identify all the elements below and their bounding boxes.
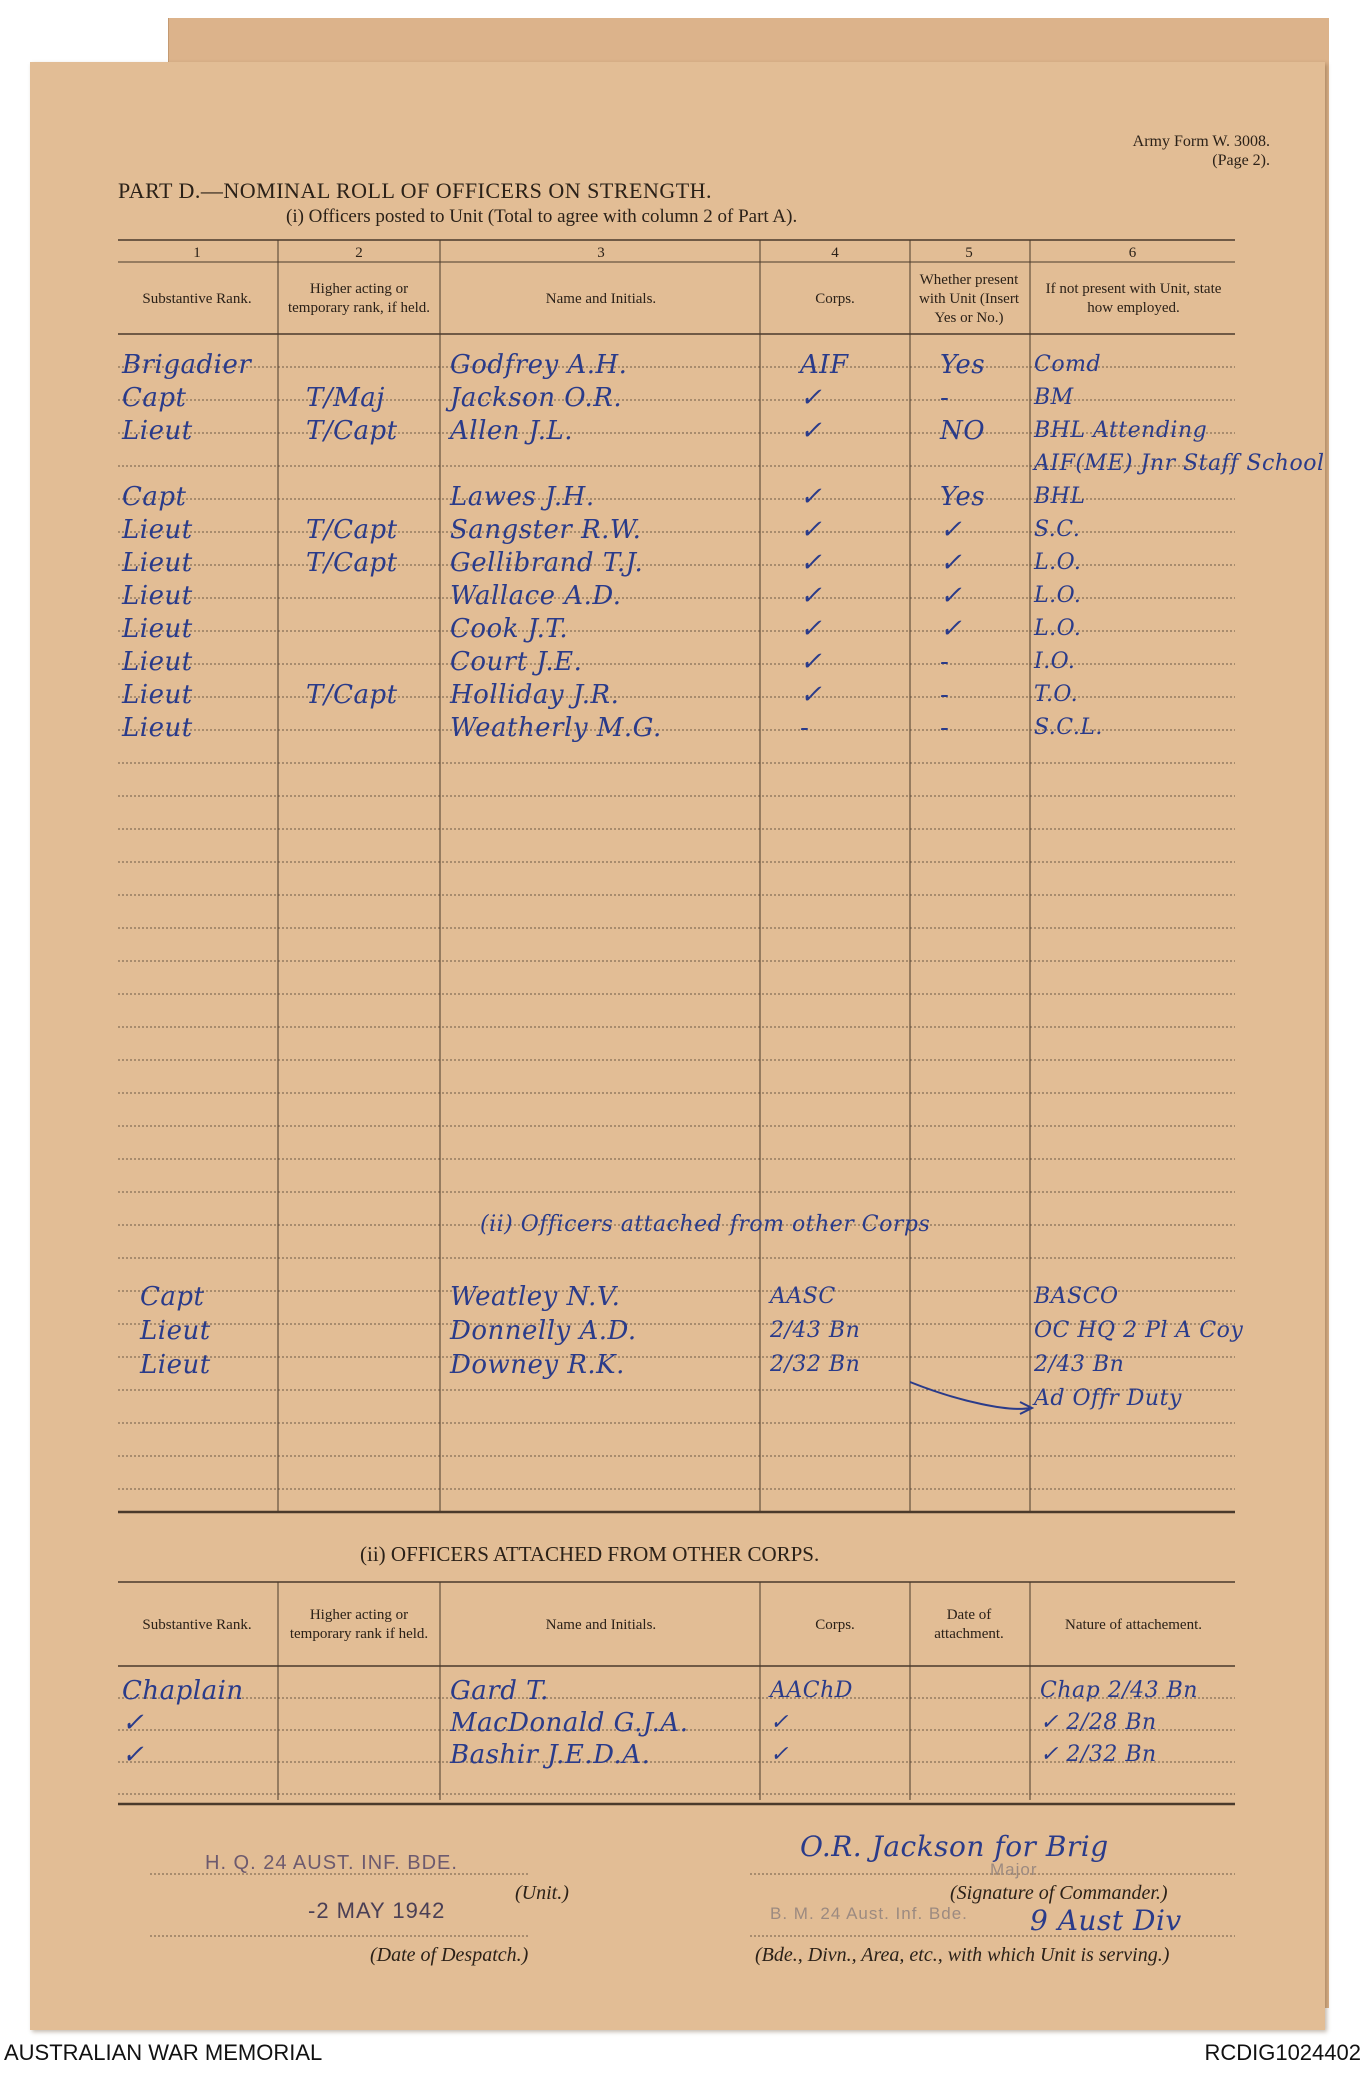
cell-name: Gard T. bbox=[450, 1676, 549, 1706]
cell-rank: Capt bbox=[122, 482, 187, 512]
formation-label: (Bde., Divn., Area, etc., with which Unit is serving.) bbox=[755, 1944, 1170, 1966]
cell-corps: ✓ bbox=[800, 680, 823, 710]
cell-name: Cook J.T. bbox=[450, 614, 569, 644]
bm-stamp: B. M. 24 Aust. Inf. Bde. bbox=[770, 1904, 968, 1923]
cell-corps: ✓ bbox=[800, 614, 823, 644]
cell-corps: 2/32 Bn bbox=[770, 1352, 861, 1377]
part-subtitle: (i) Officers posted to Unit (Total to agree with column 2 of Part A). bbox=[286, 206, 798, 227]
cell-corps: ✓ bbox=[800, 647, 823, 677]
cell-rank: ✓ bbox=[122, 1740, 145, 1770]
header-employment: If not present with Unit, state how employed. bbox=[1045, 281, 1222, 316]
cell-name: Holliday J.R. bbox=[450, 680, 620, 710]
part-title: PART D.—NOMINAL ROLL OF OFFICERS ON STRENGTH. bbox=[118, 178, 713, 203]
handwritten-section-heading: (ii) Officers attached from other Corps bbox=[480, 1212, 931, 1237]
cell-rank: Lieut bbox=[122, 515, 193, 545]
cell-employment: L.O. bbox=[1034, 583, 1082, 608]
cell-nature: ✓ 2/28 Bn bbox=[1040, 1710, 1157, 1735]
cell-rank: Brigadier bbox=[122, 350, 252, 380]
cell-corps: ✓ bbox=[800, 515, 823, 545]
cell-rank: Lieut bbox=[122, 416, 193, 446]
cell-present: - bbox=[940, 383, 950, 413]
cell-present: - bbox=[940, 680, 950, 710]
footer-reference-id: RCDIG1024402 bbox=[1204, 2040, 1361, 2065]
cell-rank: Lieut bbox=[122, 713, 193, 743]
cell-name: Bashir J.E.D.A. bbox=[450, 1740, 651, 1770]
cell-higher-rank: T/Capt bbox=[306, 548, 398, 578]
cell-corps: ✓ bbox=[800, 581, 823, 611]
cell-corps: ✓ bbox=[800, 383, 823, 413]
t2-header-rank: Substantive Rank. bbox=[142, 1616, 252, 1633]
commander-signature: O.R. Jackson for Brig bbox=[800, 1830, 1109, 1863]
cell-name: Downey R.K. bbox=[450, 1350, 625, 1380]
cell-corps: 2/43 Bn bbox=[770, 1318, 861, 1343]
division-handwriting: 9 Aust Div bbox=[1030, 1904, 1182, 1937]
rank-stamp: Major bbox=[990, 1860, 1038, 1879]
cell-employment: BM bbox=[1034, 385, 1074, 410]
cell-corps: ✓ bbox=[800, 548, 823, 578]
cell-rank: ✓ bbox=[122, 1708, 145, 1738]
cell-corps: ✓ bbox=[770, 1710, 789, 1735]
cell-name: Allen J.L. bbox=[450, 416, 574, 446]
header-corps: Corps. bbox=[815, 290, 855, 307]
cell-employment: S.C.L. bbox=[1034, 715, 1103, 740]
cell-corps: AASC bbox=[770, 1284, 836, 1309]
cell-higher-rank: T/Capt bbox=[306, 515, 398, 545]
t2-header-name: Name and Initials. bbox=[545, 1616, 657, 1633]
cell-present: - bbox=[940, 647, 950, 677]
cell-rank: Lieut bbox=[122, 614, 193, 644]
table2-title: (ii) OFFICERS ATTACHED FROM OTHER CORPS. bbox=[360, 1542, 820, 1566]
unit-label: (Unit.) bbox=[515, 1882, 569, 1904]
cell-name: Sangster R.W. bbox=[450, 515, 642, 545]
cell-employment: BHL bbox=[1034, 484, 1086, 509]
cell-rank: Lieut bbox=[122, 548, 193, 578]
cell-higher-rank: T/Capt bbox=[306, 416, 398, 446]
cell-employment: 2/43 Bn bbox=[1034, 1352, 1125, 1377]
page-number: (Page 2). bbox=[1212, 152, 1270, 169]
cell-present: NO bbox=[940, 416, 986, 446]
col-number: 5 bbox=[965, 245, 973, 261]
cell-higher-rank: T/Maj bbox=[306, 383, 385, 413]
form-sheet bbox=[30, 62, 1325, 2030]
form-number-text: Army Form W. 3008. bbox=[1132, 133, 1270, 150]
cell-name: Gellibrand T.J. bbox=[450, 548, 644, 578]
cell-employment: L.O. bbox=[1034, 616, 1082, 641]
cell-employment: Ad Offr Duty bbox=[1034, 1386, 1182, 1411]
cell-name: Godfrey A.H. bbox=[450, 350, 628, 380]
cell-employment: T.O. bbox=[1034, 682, 1079, 707]
cell-rank: Lieut bbox=[122, 581, 193, 611]
cell-employment: BHL Attending bbox=[1034, 418, 1208, 443]
date-label: (Date of Despatch.) bbox=[370, 1944, 529, 1966]
cell-corps: - bbox=[800, 713, 810, 743]
col-number: 3 bbox=[597, 245, 605, 261]
cell-name: Lawes J.H. bbox=[450, 482, 595, 512]
cell-rank: Lieut bbox=[140, 1316, 211, 1346]
cell-rank: Lieut bbox=[122, 680, 193, 710]
cell-corps: ✓ bbox=[800, 482, 823, 512]
t2-header-higher-rank: Higher acting or temporary rank if held. bbox=[289, 1607, 429, 1642]
col-number: 6 bbox=[1128, 245, 1137, 261]
cell-rank: Capt bbox=[140, 1282, 205, 1312]
header-present: Whether present with Unit (Insert Yes or No.) bbox=[919, 271, 1019, 326]
cell-present: Yes bbox=[940, 350, 986, 380]
cell-present: - bbox=[940, 713, 950, 743]
cell-name: Jackson O.R. bbox=[450, 383, 623, 413]
t2-header-nature: Nature of attachement. bbox=[1064, 1616, 1202, 1633]
cell-name: Wallace A.D. bbox=[450, 581, 622, 611]
cell-employment: Comd bbox=[1034, 352, 1102, 377]
cell-corps: AAChD bbox=[770, 1678, 853, 1703]
footer-archive-name: AUSTRALIAN WAR MEMORIAL bbox=[4, 2040, 323, 2065]
cell-corps: ✓ bbox=[800, 416, 823, 446]
cell-employment: AIF(ME) Jnr Staff School bbox=[1034, 451, 1325, 476]
cell-employment: I.O. bbox=[1034, 649, 1076, 674]
cell-present: ✓ bbox=[940, 581, 963, 611]
cell-nature: ✓ 2/32 Bn bbox=[1040, 1742, 1157, 1767]
cell-nature: Chap 2/43 Bn bbox=[1040, 1678, 1198, 1703]
cell-name: Weatherly M.G. bbox=[450, 713, 662, 743]
cell-employment: OC HQ 2 Pl A Coy bbox=[1034, 1318, 1244, 1343]
cell-employment: S.C. bbox=[1034, 517, 1081, 542]
cell-present: ✓ bbox=[940, 515, 963, 545]
header-substantive-rank: Substantive Rank. bbox=[142, 290, 252, 307]
cell-employment: L.O. bbox=[1034, 550, 1082, 575]
cell-corps: AIF bbox=[800, 350, 849, 380]
cell-rank: Lieut bbox=[140, 1350, 211, 1380]
cell-rank: Lieut bbox=[122, 647, 193, 677]
header-name-initials: Name and Initials. bbox=[545, 290, 657, 307]
cell-name: MacDonald G.J.A. bbox=[450, 1708, 689, 1738]
signature-label: (Signature of Commander.) bbox=[950, 1882, 1168, 1904]
header-higher-rank: Higher acting or temporary rank, if held. bbox=[287, 281, 431, 316]
col-number: 4 bbox=[831, 245, 839, 261]
cell-name: Court J.E. bbox=[450, 647, 583, 677]
cell-rank: Chaplain bbox=[122, 1676, 244, 1706]
t2-header-date: Date of attachment. bbox=[934, 1607, 1004, 1642]
cell-present: ✓ bbox=[940, 614, 963, 644]
cell-present: ✓ bbox=[940, 548, 963, 578]
cell-corps: ✓ bbox=[770, 1742, 789, 1767]
cell-name: Weatley N.V. bbox=[450, 1282, 621, 1312]
col-number: 2 bbox=[355, 245, 363, 261]
cell-name: Donnelly A.D. bbox=[450, 1316, 637, 1346]
cell-higher-rank: T/Capt bbox=[306, 680, 398, 710]
cell-employment: BASCO bbox=[1034, 1284, 1119, 1309]
unit-stamp: H. Q. 24 AUST. INF. BDE. bbox=[205, 1852, 458, 1874]
cell-present: Yes bbox=[940, 482, 986, 512]
cell-rank: Capt bbox=[122, 383, 187, 413]
col-number: 1 bbox=[193, 245, 201, 261]
date-stamp: -2 MAY 1942 bbox=[308, 1898, 446, 1923]
t2-header-corps: Corps. bbox=[815, 1616, 855, 1633]
